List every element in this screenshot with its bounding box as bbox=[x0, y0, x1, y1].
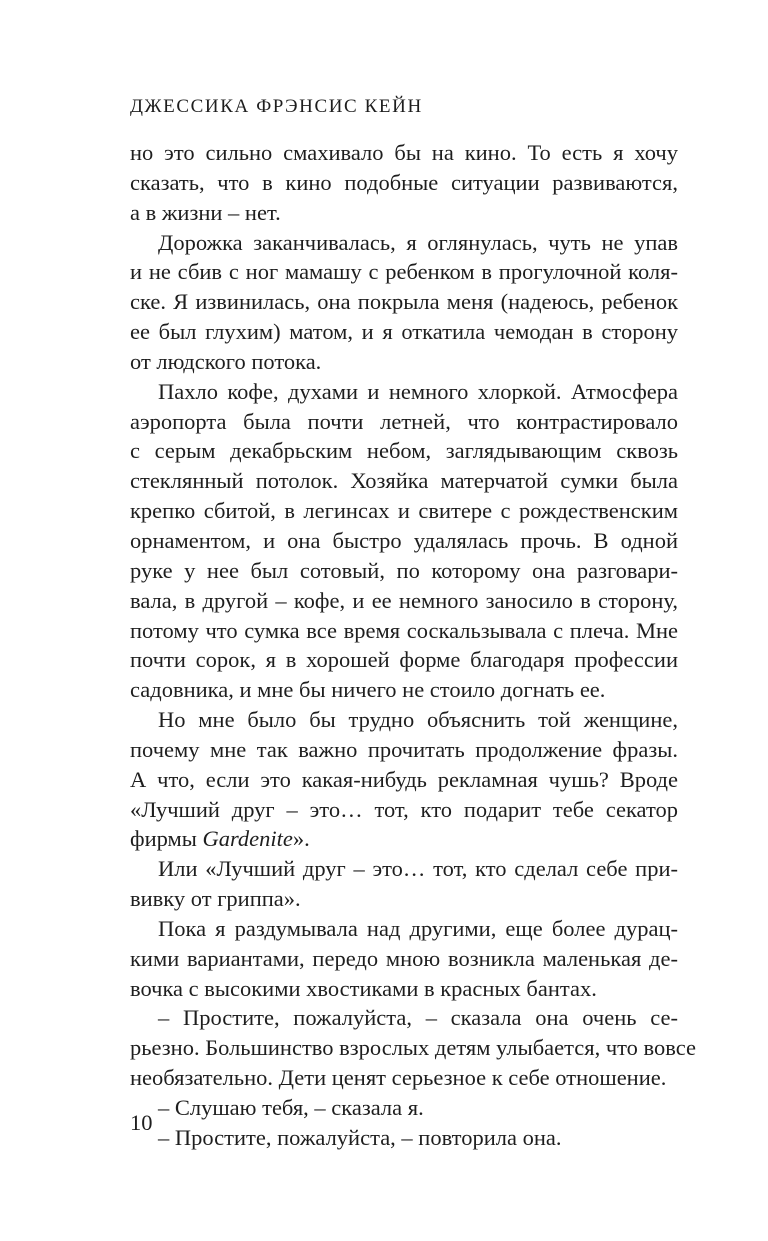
text-line: вивку от гриппа». bbox=[130, 886, 301, 912]
text-line: почти сорок, я в хорошей форме благодаря профессии bbox=[130, 647, 678, 673]
text-line: руке у нее был сотовый, по которому она разговари- bbox=[130, 557, 678, 583]
text-line: рьезно. Большинство взрослых детям улыбается, что вовсе bbox=[130, 1035, 697, 1061]
text-line: Или «Лучший друг – это… тот, кто сделал себе при- bbox=[158, 856, 678, 882]
text-line bbox=[130, 824, 678, 854]
brand-name: Gardenite bbox=[202, 826, 293, 852]
text-line: вала, в другой – кофе, и ее немного заносило в сторону, bbox=[130, 587, 678, 613]
text-line: необязательно. Дети ценят серьезное к себе отношение. bbox=[130, 1065, 667, 1091]
text-line: Пахло кофе, духами и немного хлоркой. Атмосфера bbox=[158, 378, 678, 404]
text-line: с серым декабрьским небом, заглядывающим сквозь bbox=[130, 438, 678, 464]
text-fragment: ». bbox=[292, 826, 310, 852]
text-line: сказать, что в кино подобные ситуации развиваются, bbox=[130, 169, 678, 195]
text-line: потому что сумка все время соскальзывала с плеча. Мне bbox=[130, 617, 678, 643]
text-line: ее был глухим) матом, и я откатила чемодан в сторону bbox=[130, 319, 678, 345]
text-line: – Простите, пожалуйста, – повторила она. bbox=[158, 1124, 562, 1150]
text-line: стеклянный потолок. Хозяйка матерчатой сумки была bbox=[130, 468, 678, 494]
text-line: крепко сбитой, в легинсах и свитере с рождественским bbox=[130, 498, 678, 524]
text-line: от людского потока. bbox=[130, 348, 322, 374]
text-line: аэропорта была почти летней, что контрастировало bbox=[130, 408, 678, 434]
page-number: 10 bbox=[130, 1110, 153, 1135]
text-line: кими вариантами, передо мною возникла маленькая де- bbox=[130, 945, 678, 971]
running-head: ДЖЕССИКА ФРЭНСИС КЕЙН bbox=[130, 96, 423, 117]
text-fragment: фирмы bbox=[130, 826, 203, 852]
text-line: Но мне было бы трудно объяснить той женщине, bbox=[158, 707, 678, 733]
text-line: Пока я раздумывала над другими, еще более дурац- bbox=[158, 915, 678, 941]
text-line: вочка с высокими хвостиками в красных бантах. bbox=[130, 975, 597, 1001]
text-line: садовника, и мне бы ничего не стоило догнать ее. bbox=[130, 677, 606, 703]
text-line: – Слушаю тебя, – сказала я. bbox=[158, 1095, 424, 1120]
text-line: Дорожка заканчивалась, я оглянулась, чуть не упав bbox=[158, 229, 678, 255]
text-line: почему мне так важно прочитать продолжение фразы. bbox=[130, 736, 678, 762]
text-line: А что, если это какая-нибудь рекламная чушь? Вроде bbox=[130, 766, 678, 792]
text-line: и не сбив с ног мамашу с ребенком в прогулочной коля- bbox=[130, 259, 678, 285]
text-line: ске. Я извинилась, она покрыла меня (надеюсь, ребенок bbox=[130, 289, 678, 315]
text-line: а в жизни – нет. bbox=[130, 199, 281, 225]
text-line: орнаментом, и она быстро удалялась прочь. В одной bbox=[130, 527, 678, 553]
text-line: «Лучший друг – это… тот, кто подарит тебе секатор bbox=[130, 796, 678, 822]
text-line: но это сильно смахивало бы на кино. То есть я хочу bbox=[130, 140, 678, 165]
body-text bbox=[130, 138, 697, 1153]
text-line: – Простите, пожалуйста, – сказала она очень се- bbox=[158, 1005, 678, 1031]
